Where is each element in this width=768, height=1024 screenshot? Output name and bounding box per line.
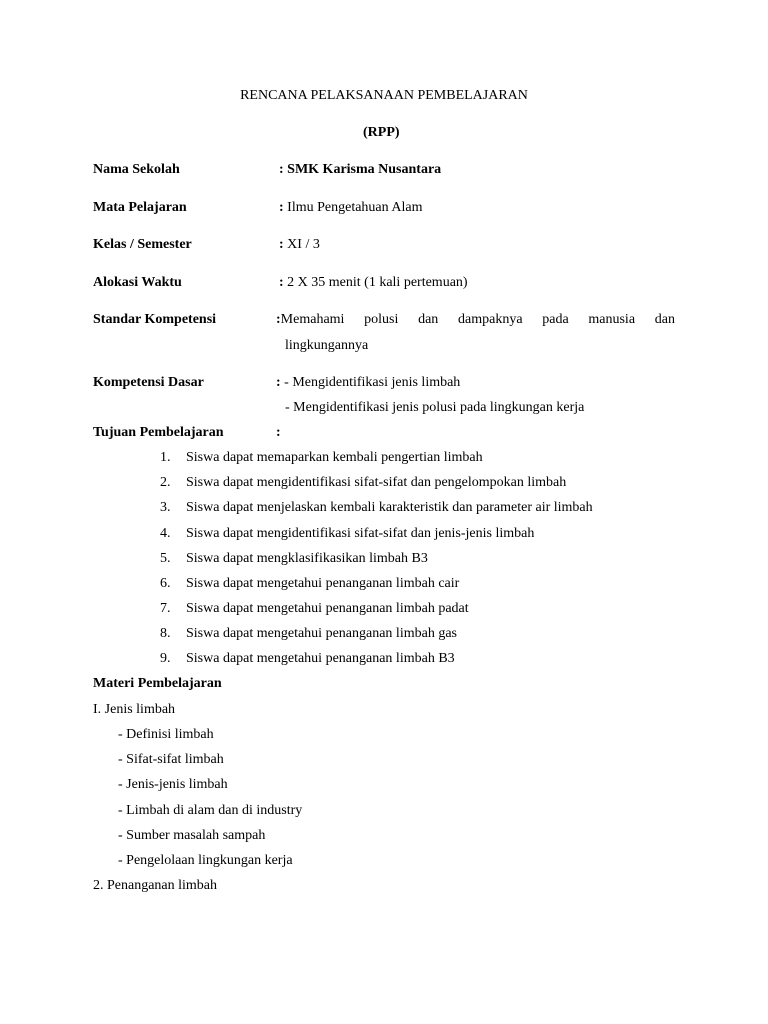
objective-item: Siswa dapat mengetahui penanganan limbah B3 xyxy=(186,651,455,666)
standard-label: Standar Kompetensi xyxy=(93,312,217,327)
material-item: - Jenis-jenis limbah xyxy=(118,777,228,792)
objective-item: Siswa dapat menjelaskan kembali karakteristik dan parameter air limbah xyxy=(186,500,593,515)
objective-number: 5. xyxy=(160,551,171,566)
material-item: - Pengelolaan lingkungan kerja xyxy=(118,853,293,868)
objective-item: Siswa dapat mengetahui penanganan limbah cair xyxy=(186,576,460,591)
material-item: - Sifat-sifat limbah xyxy=(118,752,224,767)
objective-item: Siswa dapat mengetahui penanganan limbah gas xyxy=(186,626,457,641)
standard-word: manusia xyxy=(588,312,636,327)
objective-number: 4. xyxy=(160,526,171,541)
objective-number: 2. xyxy=(160,475,171,490)
objectives-colon: : xyxy=(276,425,281,440)
basic-competency-label: Kompetensi Dasar xyxy=(93,375,204,390)
standard-word: polusi xyxy=(364,312,399,327)
school-name: SMK Karisma Nusantara xyxy=(287,162,442,177)
materials-label: Materi Pembelajaran xyxy=(93,676,222,691)
standard-line-2: lingkungannya xyxy=(285,338,369,353)
objective-item: Siswa dapat mengklasifikasikan limbah B3 xyxy=(186,551,428,566)
standard-word: dan xyxy=(418,312,439,327)
school-label: Nama Sekolah xyxy=(93,162,180,177)
document-subtitle: (RPP) xyxy=(363,125,400,140)
time-label: Alokasi Waktu xyxy=(93,275,182,290)
subject-name: Ilmu Pengetahuan Alam xyxy=(287,200,423,215)
class-name: XI / 3 xyxy=(287,237,320,252)
class-colon: : xyxy=(279,237,288,252)
school-colon: : xyxy=(279,162,288,177)
standard-word: :Memahami xyxy=(276,312,345,327)
standard-word: dan xyxy=(654,312,675,327)
objective-item: Siswa dapat mengetahui penanganan limbah padat xyxy=(186,601,469,616)
class-value xyxy=(279,238,320,252)
document-title: RENCANA PELAKSANAAN PEMBELAJARAN xyxy=(240,88,528,103)
objective-number: 6. xyxy=(160,576,171,591)
school-value xyxy=(279,163,441,177)
subject-colon: : xyxy=(279,200,288,215)
basic-colon: : xyxy=(276,375,285,390)
materials-section-1: I. Jenis limbah xyxy=(93,702,176,717)
objective-number: 9. xyxy=(160,651,171,666)
time-value xyxy=(279,276,468,290)
basic-competency-item-1 xyxy=(276,376,460,390)
basic-item-1-text: - Mengidentifikasi jenis limbah xyxy=(284,375,461,390)
standard-word: pada xyxy=(542,312,569,327)
class-label: Kelas / Semester xyxy=(93,237,192,252)
objective-item: Siswa dapat mengidentifikasi sifat-sifat dan jenis-jenis limbah xyxy=(186,526,535,541)
material-item: - Sumber masalah sampah xyxy=(118,828,266,843)
objectives-label: Tujuan Pembelajaran xyxy=(93,425,224,440)
materials-section-2: 2. Penanganan limbah xyxy=(93,878,218,893)
standard-word: dampaknya xyxy=(458,312,523,327)
material-item: - Definisi limbah xyxy=(118,727,214,742)
time-colon: : xyxy=(279,275,288,290)
subject-label: Mata Pelajaran xyxy=(93,200,187,215)
objective-item: Siswa dapat mengidentifikasi sifat-sifat dan pengelompokan limbah xyxy=(186,475,567,490)
objective-number: 1. xyxy=(160,450,171,465)
objective-number: 7. xyxy=(160,601,171,616)
objective-number: 3. xyxy=(160,500,171,515)
standard-line-1 xyxy=(276,313,675,327)
basic-competency-item-2: - Mengidentifikasi jenis polusi pada lingkungan kerja xyxy=(285,400,585,415)
material-item: - Limbah di alam dan di industry xyxy=(118,803,303,818)
time-text: 2 X 35 menit (1 kali pertemuan) xyxy=(287,275,468,290)
objective-number: 8. xyxy=(160,626,171,641)
subject-value xyxy=(279,201,422,215)
objective-item: Siswa dapat memaparkan kembali pengertian limbah xyxy=(186,450,483,465)
